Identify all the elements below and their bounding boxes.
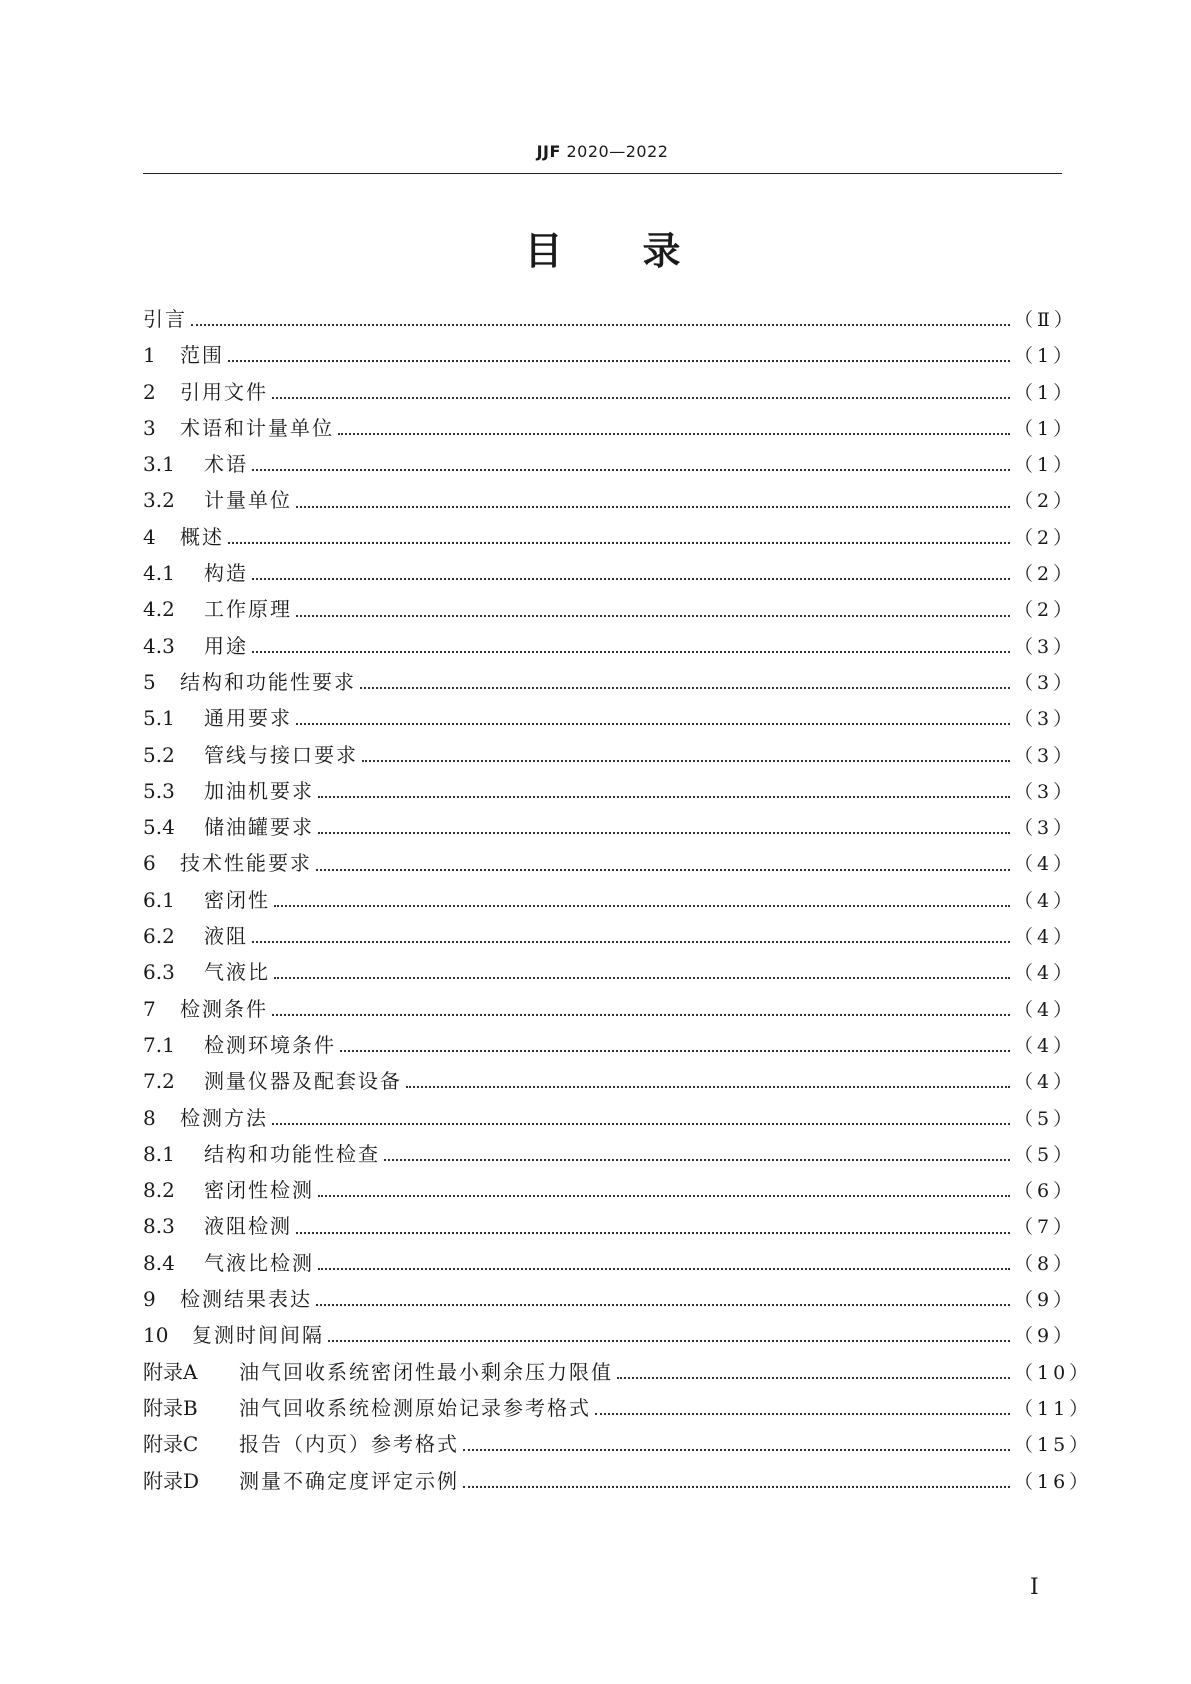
toc-entry-number: 5.1 <box>143 706 175 731</box>
toc-entry-number: 6.1 <box>143 887 175 912</box>
toc-dot-leader <box>252 941 1010 943</box>
toc-entry-page: （15） <box>1014 1434 1093 1457</box>
toc-entry-title: 液阻 <box>204 924 248 949</box>
toc-entry-page: （4） <box>1014 889 1077 912</box>
toc-entry-page: （3） <box>1014 817 1077 840</box>
toc-entry-number: 附录B <box>143 1395 198 1420</box>
toc-entry-number: 附录C <box>143 1432 199 1457</box>
toc-dot-leader <box>252 651 1010 653</box>
header-code: 2020—2022 <box>566 142 669 161</box>
toc-entry[interactable] <box>143 1317 1077 1353</box>
table-of-contents <box>143 301 1093 1499</box>
toc-entry-title: 气液比检测 <box>204 1250 314 1275</box>
toc-entry[interactable] <box>143 628 1077 664</box>
toc-entry-page: （4） <box>1014 1071 1077 1094</box>
toc-entry-title: 用途 <box>204 633 248 658</box>
toc-entry-title: 检测条件 <box>180 996 268 1021</box>
toc-dot-leader <box>338 433 1010 435</box>
toc-entry-number: 附录D <box>143 1468 200 1493</box>
toc-entry-title: 术语和计量单位 <box>180 415 334 440</box>
toc-entry-number: 附录A <box>143 1359 198 1384</box>
toc-dot-leader <box>360 687 1010 689</box>
toc-entry-page: （6） <box>1014 1180 1077 1203</box>
toc-entry-page: （10） <box>1014 1361 1093 1384</box>
toc-dot-leader <box>384 1159 1010 1161</box>
toc-entry-page: （5） <box>1014 1143 1077 1166</box>
toc-entry-number: 2 <box>143 379 156 404</box>
toc-entry[interactable] <box>143 918 1077 954</box>
toc-entry-title: 引用文件 <box>180 379 268 404</box>
toc-entry[interactable] <box>143 1063 1077 1099</box>
toc-entry-page: （2） <box>1014 599 1077 622</box>
toc-entry-number: 6 <box>143 851 156 876</box>
toc-entry-page: （2） <box>1014 563 1077 586</box>
toc-entry-title: 工作原理 <box>204 597 292 622</box>
toc-dot-leader <box>272 1123 1010 1125</box>
running-header <box>143 142 1062 161</box>
toc-entry[interactable] <box>143 1426 1093 1462</box>
toc-entry-title: 技术性能要求 <box>180 851 312 876</box>
toc-dot-leader <box>318 832 1010 834</box>
toc-dot-leader <box>463 1486 1010 1488</box>
toc-dot-leader <box>296 1232 1010 1234</box>
toc-entry-title: 范围 <box>180 343 224 368</box>
toc-entry-number: 3.2 <box>143 488 175 513</box>
toc-entry-title: 测量仪器及配套设备 <box>204 1069 402 1094</box>
toc-entry[interactable] <box>143 1354 1093 1390</box>
toc-entry[interactable] <box>143 555 1077 591</box>
toc-dot-leader <box>274 977 1010 979</box>
toc-dot-leader <box>328 1340 1010 1342</box>
toc-entry-title: 油气回收系统密闭性最小剩余压力限值 <box>239 1359 613 1384</box>
toc-entry-number: 4.2 <box>143 597 175 622</box>
toc-entry[interactable] <box>143 882 1077 918</box>
toc-entry[interactable] <box>143 1027 1077 1063</box>
toc-entry-title: 复测时间间隔 <box>192 1323 324 1348</box>
toc-entry[interactable] <box>143 1136 1077 1172</box>
toc-dot-leader <box>362 760 1010 762</box>
toc-entry-number: 10 <box>143 1323 169 1348</box>
toc-entry[interactable] <box>143 374 1077 410</box>
toc-entry[interactable] <box>143 1208 1077 1244</box>
toc-dot-leader <box>296 723 1010 725</box>
toc-entry-title: 结构和功能性检查 <box>204 1141 380 1166</box>
toc-entry-number: 5 <box>143 669 156 694</box>
toc-entry-number: 5.2 <box>143 742 175 767</box>
toc-entry-number: 7.2 <box>143 1069 175 1094</box>
toc-entry-number: 6.3 <box>143 960 175 985</box>
toc-entry-title: 管线与接口要求 <box>204 742 358 767</box>
toc-entry-page: （7） <box>1014 1216 1077 1239</box>
toc-entry-title: 液阻检测 <box>204 1214 292 1239</box>
toc-entry-title: 密闭性检测 <box>204 1178 314 1203</box>
toc-entry-title: 报告（内页）参考格式 <box>239 1432 459 1457</box>
toc-entry-number: 7 <box>143 996 156 1021</box>
toc-entry-title: 通用要求 <box>204 706 292 731</box>
toc-dot-leader <box>272 1014 1010 1016</box>
toc-dot-leader <box>318 796 1010 798</box>
toc-entry-page: （11） <box>1014 1397 1093 1420</box>
toc-entry-title: 检测结果表达 <box>180 1287 312 1312</box>
toc-entry-page: （4） <box>1014 853 1077 876</box>
toc-entry-page: （Ⅱ） <box>1014 309 1077 331</box>
toc-entry-title: 检测环境条件 <box>204 1032 336 1057</box>
page-title: 目录 <box>524 229 761 273</box>
toc-entry-page: （4） <box>1014 926 1077 949</box>
toc-dot-leader <box>191 324 1010 326</box>
toc-entry-page: （9） <box>1014 1289 1077 1312</box>
toc-entry-number: 8.3 <box>143 1214 175 1239</box>
toc-entry-page: （5） <box>1014 1107 1077 1130</box>
toc-entry[interactable] <box>143 954 1077 990</box>
toc-entry-page: （3） <box>1014 671 1077 694</box>
toc-entry[interactable] <box>143 591 1077 627</box>
toc-entry-page: （2） <box>1014 490 1077 513</box>
toc-entry-number: 8.2 <box>143 1178 175 1203</box>
toc-dot-leader <box>595 1413 1010 1415</box>
toc-entry[interactable] <box>143 301 1077 337</box>
toc-entry-title: 加油机要求 <box>204 778 314 803</box>
toc-entry[interactable] <box>143 737 1077 773</box>
toc-dot-leader <box>228 542 1010 544</box>
toc-entry-title: 测量不确定度评定示例 <box>239 1468 459 1493</box>
toc-entry-number: 5.3 <box>143 778 175 803</box>
toc-entry[interactable] <box>143 482 1077 518</box>
toc-entry-page: （4） <box>1014 962 1077 985</box>
toc-entry[interactable] <box>143 1100 1077 1136</box>
toc-entry[interactable] <box>143 773 1077 809</box>
toc-dot-leader <box>252 469 1010 471</box>
toc-entry-page: （9） <box>1014 1325 1077 1348</box>
toc-entry[interactable] <box>143 1245 1077 1281</box>
toc-entry[interactable] <box>143 519 1077 555</box>
toc-entry-number: 8.1 <box>143 1141 175 1166</box>
toc-entry-page: （1） <box>1014 417 1077 440</box>
toc-entry-page: （1） <box>1014 381 1077 404</box>
toc-entry-number: 6.2 <box>143 924 175 949</box>
toc-entry-title: 密闭性 <box>204 887 270 912</box>
toc-entry-number: 7.1 <box>143 1032 175 1057</box>
header-prefix: JJF <box>536 142 561 161</box>
toc-entry-page: （1） <box>1014 454 1077 477</box>
toc-entry-page: （2） <box>1014 526 1077 549</box>
toc-entry[interactable] <box>143 1281 1077 1317</box>
toc-entry-number: 3.1 <box>143 452 175 477</box>
toc-entry[interactable] <box>143 700 1077 736</box>
toc-entry-page: （1） <box>1014 345 1077 368</box>
toc-dot-leader <box>318 1268 1010 1270</box>
toc-entry-title: 概述 <box>180 524 224 549</box>
toc-entry-page: （8） <box>1014 1252 1077 1275</box>
toc-entry-number: 8 <box>143 1105 156 1130</box>
toc-entry[interactable] <box>143 337 1077 373</box>
toc-entry[interactable] <box>143 410 1077 446</box>
toc-entry-number: 4.3 <box>143 633 175 658</box>
toc-dot-leader <box>406 1086 1010 1088</box>
toc-entry-title: 术语 <box>204 452 248 477</box>
toc-entry-number: 4 <box>143 524 156 549</box>
toc-entry-number: 1 <box>143 343 156 368</box>
toc-entry[interactable] <box>143 1172 1077 1208</box>
toc-entry-title: 引言 <box>143 307 187 331</box>
toc-entry-title: 储油罐要求 <box>204 815 314 840</box>
toc-dot-leader <box>340 1050 1010 1052</box>
toc-entry-page: （3） <box>1014 780 1077 803</box>
toc-dot-leader <box>318 1195 1010 1197</box>
toc-dot-leader <box>463 1449 1010 1451</box>
toc-dot-leader <box>252 578 1010 580</box>
toc-entry[interactable] <box>143 809 1077 845</box>
toc-dot-leader <box>617 1377 1010 1379</box>
toc-entry-number: 5.4 <box>143 815 175 840</box>
toc-entry-title: 计量单位 <box>204 488 292 513</box>
toc-entry-title: 气液比 <box>204 960 270 985</box>
toc-entry[interactable] <box>143 1463 1093 1499</box>
toc-dot-leader <box>296 506 1010 508</box>
toc-entry-number: 9 <box>143 1287 156 1312</box>
toc-dot-leader <box>274 905 1010 907</box>
toc-entry[interactable] <box>143 1390 1093 1426</box>
toc-entry-title: 构造 <box>204 561 248 586</box>
toc-entry-page: （16） <box>1014 1470 1093 1493</box>
toc-entry-title: 检测方法 <box>180 1105 268 1130</box>
toc-dot-leader <box>316 1304 1010 1306</box>
toc-entry-number: 4.1 <box>143 561 175 586</box>
toc-entry-title: 油气回收系统检测原始记录参考格式 <box>239 1395 591 1420</box>
toc-dot-leader <box>316 869 1010 871</box>
toc-entry[interactable] <box>143 446 1077 482</box>
toc-entry[interactable] <box>143 991 1077 1027</box>
toc-entry[interactable] <box>143 845 1077 881</box>
page-number: Ⅰ <box>1030 1575 1039 1600</box>
toc-entry[interactable] <box>143 664 1077 700</box>
toc-entry-page: （3） <box>1014 708 1077 731</box>
toc-dot-leader <box>272 397 1010 399</box>
toc-entry-page: （4） <box>1014 998 1077 1021</box>
toc-entry-page: （3） <box>1014 744 1077 767</box>
toc-entry-page: （4） <box>1014 1034 1077 1057</box>
toc-entry-number: 8.4 <box>143 1250 175 1275</box>
toc-dot-leader <box>296 615 1010 617</box>
toc-dot-leader <box>228 360 1010 362</box>
header-rule <box>143 173 1062 174</box>
toc-entry-page: （3） <box>1014 635 1077 658</box>
toc-entry-title: 结构和功能性要求 <box>180 669 356 694</box>
toc-entry-number: 3 <box>143 415 156 440</box>
